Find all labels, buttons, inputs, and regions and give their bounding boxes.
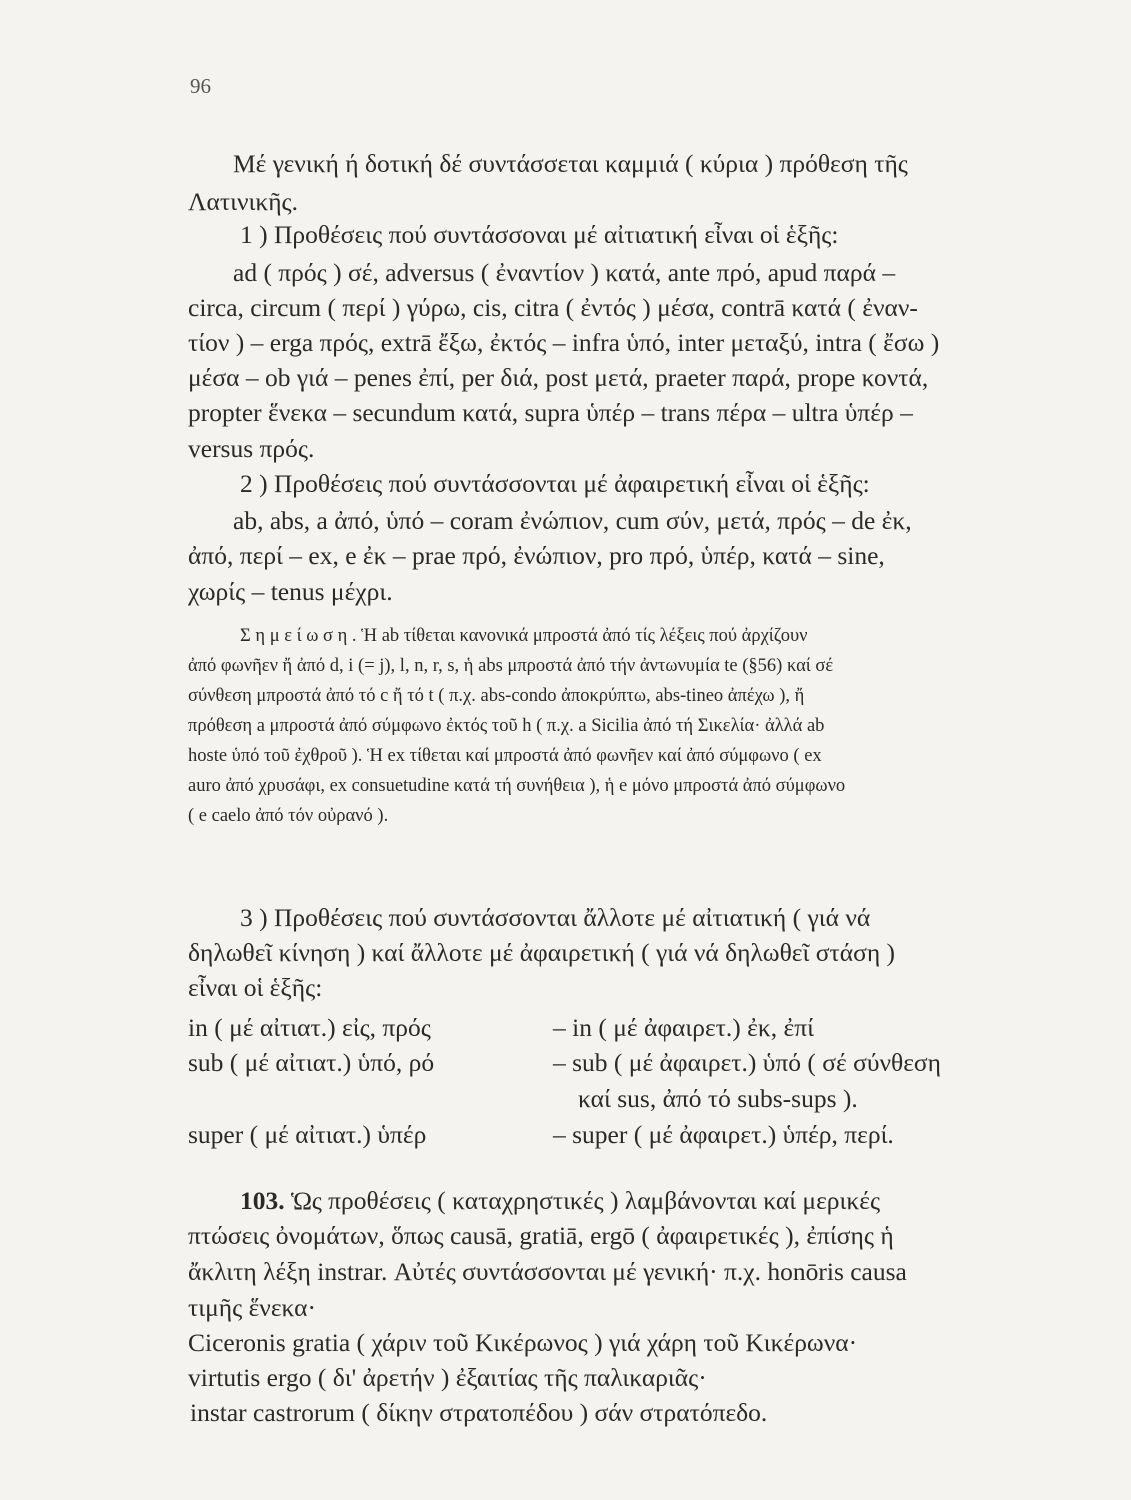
page-number: 96 [190,74,211,98]
para103-example: virtutis ergo ( δι' ἀρετήν ) ἐξαιτίας τῆς παλικαριᾶς· [188,1363,707,1392]
note-line: hoste ὑπό τοῦ ἐχθροῦ ). Ἡ ex τίθεται καί μπροστά ἀπό φωνῆεν καί ἀπό σύμφωνο ( ex [188,746,822,766]
section1-line: τίον ) – erga πρός, extrā ἔξω, ἐκτός – infra ὑπό, inter μεταξύ, intra ( ἔσω ) [188,328,940,357]
section2-line: ἀπό, περί – ex, e ἐκ – prae πρό, ἐνώπιον, pro πρό, ὑπέρ, κατά – sine, [188,541,885,570]
note-line: ( e caelo ἀπό τόν οὐρανό ). [188,806,389,826]
table-right-sub-cont: καί sus, ἀπό τό subs-sups ). [578,1084,858,1113]
table-left-sub: sub ( μέ αἰτιατ.) ὑπό, ρό [188,1048,435,1077]
section2-line: ab, abs, a ἀπό, ὑπό – coram ἐνώπιον, cum σύν, μετά, πρός – de ἐκ, [233,506,912,535]
section1-line: propter ἕνεκα – secundum κατά, supra ὑπέρ – trans πέρα – ultra ὑπέρ – [188,398,913,427]
section1-line: versus πρός. [188,434,315,463]
intro-line-1: Μέ γενική ή δοτική δέ συντάσσεται καμμιά ( κύρια ) πρόθεση τῆς [233,149,908,178]
note-line: σύνθεση μπροστά ἀπό τό c ἤ τό t ( π.χ. abs-condo ἀποκρύπτω, abs-tineo ἀπέχω ), ἤ [188,686,805,706]
table-left-in: in ( μέ αἰτιατ.) εἰς, πρός [188,1013,431,1042]
section1-line: ad ( πρός ) σέ, adversus ( ἐναντίον ) κατά, ante πρό, apud παρά – [233,258,896,287]
note-line: πρόθεση a μπροστά ἀπό σύμφωνο ἐκτός τοῦ h ( π.χ. a Sicilia ἀπό τή Σικελία· ἀλλά ab [188,716,825,736]
para103-first-text: Ὡς προθέσεις ( καταχρηστικές ) λαμβάνονται καί μερικές [291,1186,881,1215]
section1-line: μέσα – ob γιά – penes ἐπί, per διά, post μετά, praeter παρά, prope κοντά, [188,363,929,392]
section2-line: χωρίς – tenus μέχρι. [188,577,393,606]
note-line: auro ἀπό χρυσάφι, ex consuetudine κατά τή συνήθεια ), ἡ e μόνο μπροστά ἀπό σύμφωνο [188,776,846,796]
para103-example: Ciceronis gratia ( χάριν τοῦ Κικέρωνος ) γιά χάρη τοῦ Κικέρωνα· [188,1328,858,1357]
note-line: ἀπό φωνῆεν ἤ ἀπό d, i (= j), l, n, r, s, ἡ abs μπροστά ἀπό τήν ἀντωνυμία te (§56) καί σέ [188,656,834,676]
para103-line: πτώσεις ὀνομάτων, ὅπως causā, gratiā, ergō ( ἀφαιρετικές ), ἐπίσης ἡ [188,1221,894,1250]
note-line: Σ η μ ε ί ω σ η . Ἡ ab τίθεται κανονικά μπροστά ἀπό τίς λέξεις πού ἀρχίζουν [240,626,808,646]
section1-heading: 1 ) Προθέσεις πού συντάσσοναι μέ αἰτιατική εἶναι οἱ ἑξῆς: [240,220,839,249]
section1-line: circa, circum ( περί ) γύρω, cis, citra ( ἐντός ) μέσα, contrā κατά ( ἐναν- [188,293,918,322]
intro-line-2: Λατινικῆς. [188,187,299,216]
para103-line: τιμῆς ἕνεκα· [188,1293,317,1322]
section3-heading: 3 ) Προθέσεις πού συντάσσονται ἄλλοτε μέ αἰτιατική ( γιά νά [240,903,871,932]
section3-line: δηλωθεῖ κίνηση ) καί ἄλλοτε μέ ἀφαιρετική ( γιά νά δηλωθεῖ στάση ) [188,938,896,967]
table-right-sub: – sub ( μέ ἀφαιρετ.) ὑπό ( σέ σύνθεση [553,1048,941,1077]
table-right-in: – in ( μέ ἀφαιρετ.) ἐκ, ἐπί [553,1013,814,1042]
table-left-super: super ( μέ αἰτιατ.) ὑπέρ [188,1120,427,1149]
table-right-super: – super ( μέ ἀφαιρετ.) ὑπέρ, περί. [553,1120,894,1149]
section2-heading: 2 ) Προθέσεις πού συντάσσονται μέ ἀφαιρετική εἶναι οἱ ἑξῆς: [240,469,870,498]
section3-line: εἶναι οἱ ἑξῆς: [188,973,323,1002]
para103-line: ἄκλιτη λέξη instrar. Αὐτές συντάσσονται μέ γενική· π.χ. honōris causa [188,1257,907,1286]
para103-example: instar castrorum ( δίκην στρατοπέδου ) σάν στρατόπεδο. [190,1398,768,1427]
para103-first-line [240,1185,880,1217]
para103-number: 103. [240,1186,285,1215]
